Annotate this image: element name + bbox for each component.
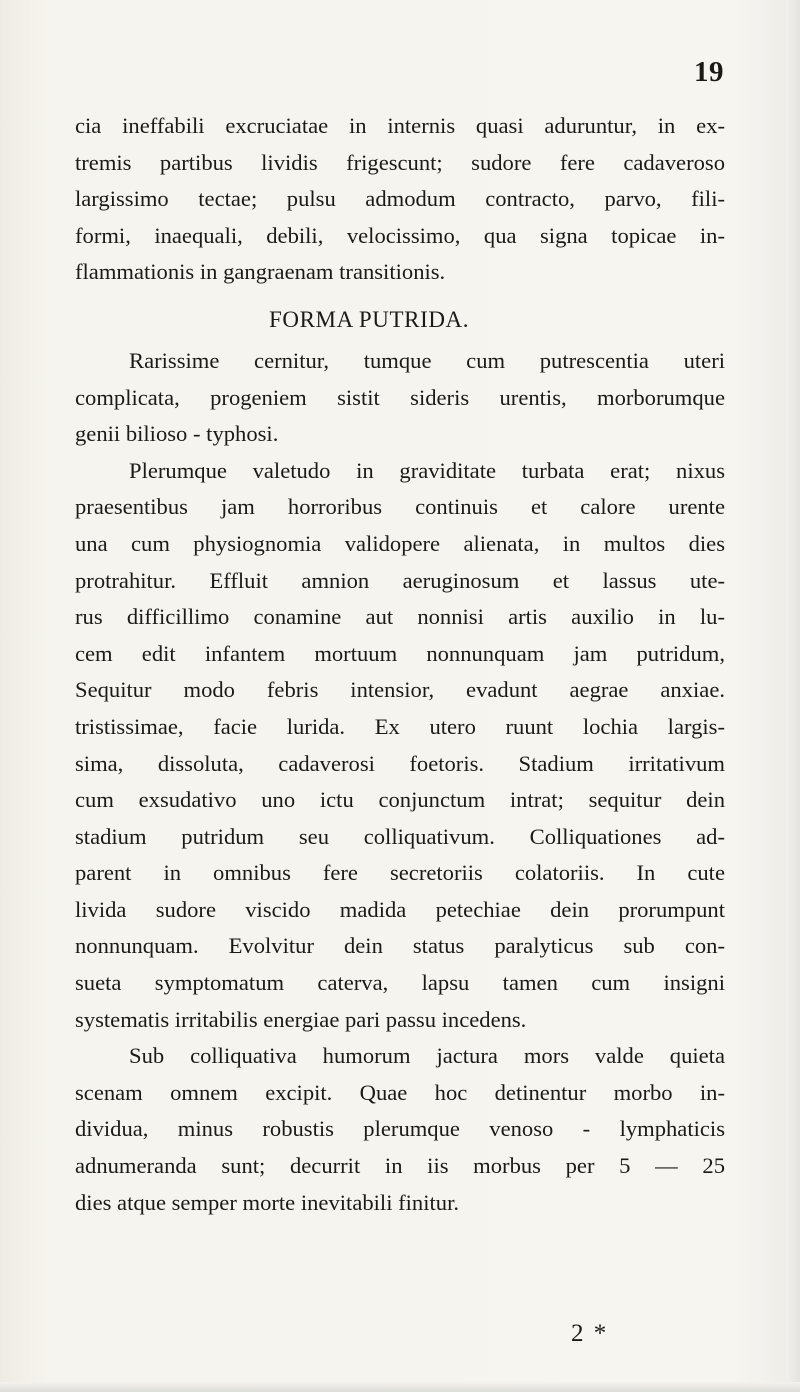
text-line: Plerumque valetudo in graviditate turbata erat; nixus <box>129 457 725 483</box>
text-line: rus difficillimo conamine aut nonnisi artis auxilio in lu- <box>75 604 725 630</box>
text-line: nonnunquam. Evolvitur dein status paralyticus sub con- <box>75 933 725 959</box>
text-line: dividua, minus robustis plerumque venoso - lymphaticis <box>75 1116 725 1142</box>
text-line: adnumeranda sunt; decurrit in iis morbus per 5 — 25 <box>75 1153 725 1179</box>
text-line: tremis partibus lividis frigescunt; sudore fere cadaveroso <box>75 149 725 175</box>
text-line: scenam omnem excipit. Quae hoc detinentur morbo in- <box>75 1079 725 1105</box>
text-line: protrahitur. Effluit amnion aeruginosum et lassus ute- <box>75 567 725 593</box>
text-line: livida sudore viscido madida petechiae dein prorumpunt <box>75 896 725 922</box>
signature-mark: 2 * <box>571 1320 609 1347</box>
text-line: Sequitur modo febris intensior, evadunt aegrae anxiae. <box>75 677 725 703</box>
text-line: sueta symptomatum caterva, lapsu tamen cum insigni <box>75 970 725 996</box>
text-line: flammationis in gangraenam transitionis. <box>75 259 446 285</box>
page-edge-shadow <box>786 0 800 1392</box>
text-line: formi, inaequali, debili, velocissimo, qua signa topicae in- <box>75 222 725 248</box>
text-line: systematis irritabilis energiae pari passu incedens. <box>75 1006 527 1032</box>
text-line: cum exsudativo uno ictu conjunctum intrat; sequitur dein <box>75 787 725 813</box>
section-heading: FORMA PUTRIDA. <box>269 306 470 332</box>
page-number: 19 <box>694 56 724 88</box>
page-bottom-edge <box>0 1382 800 1392</box>
text-line: dies atque semper morte inevitabili finitur. <box>75 1189 459 1215</box>
body-text <box>75 108 725 1221</box>
text-line: Rarissime cernitur, tumque cum putrescentia uteri <box>129 347 725 373</box>
text-line: cem edit infantem mortuum nonnunquam jam putridum, <box>75 640 725 666</box>
text-line: parent in omnibus fere secretoriis colatoriis. In cute <box>75 860 725 886</box>
text-line: complicata, progeniem sistit sideris urentis, morborumque <box>75 384 725 410</box>
text-line: largissimo tectae; pulsu admodum contracto, parvo, fili- <box>75 186 725 212</box>
text-line: sima, dissoluta, cadaverosi foetoris. Stadium irritativum <box>75 750 725 776</box>
text-line: stadium putridum seu colliquativum. Colliquationes ad- <box>75 823 725 849</box>
text-line: praesentibus jam horroribus continuis et calore urente <box>75 494 725 520</box>
text-line: genii bilioso - typhosi. <box>75 421 279 447</box>
text-line: una cum physiognomia validopere alienata, in multos dies <box>75 530 725 556</box>
text-line: tristissimae, facie lurida. Ex utero ruunt lochia largis- <box>75 713 725 739</box>
text-line: cia ineffabili excruciatae in internis quasi aduruntur, in ex- <box>75 113 725 138</box>
text-line: Sub colliquativa humorum jactura mors valde quieta <box>129 1043 725 1069</box>
